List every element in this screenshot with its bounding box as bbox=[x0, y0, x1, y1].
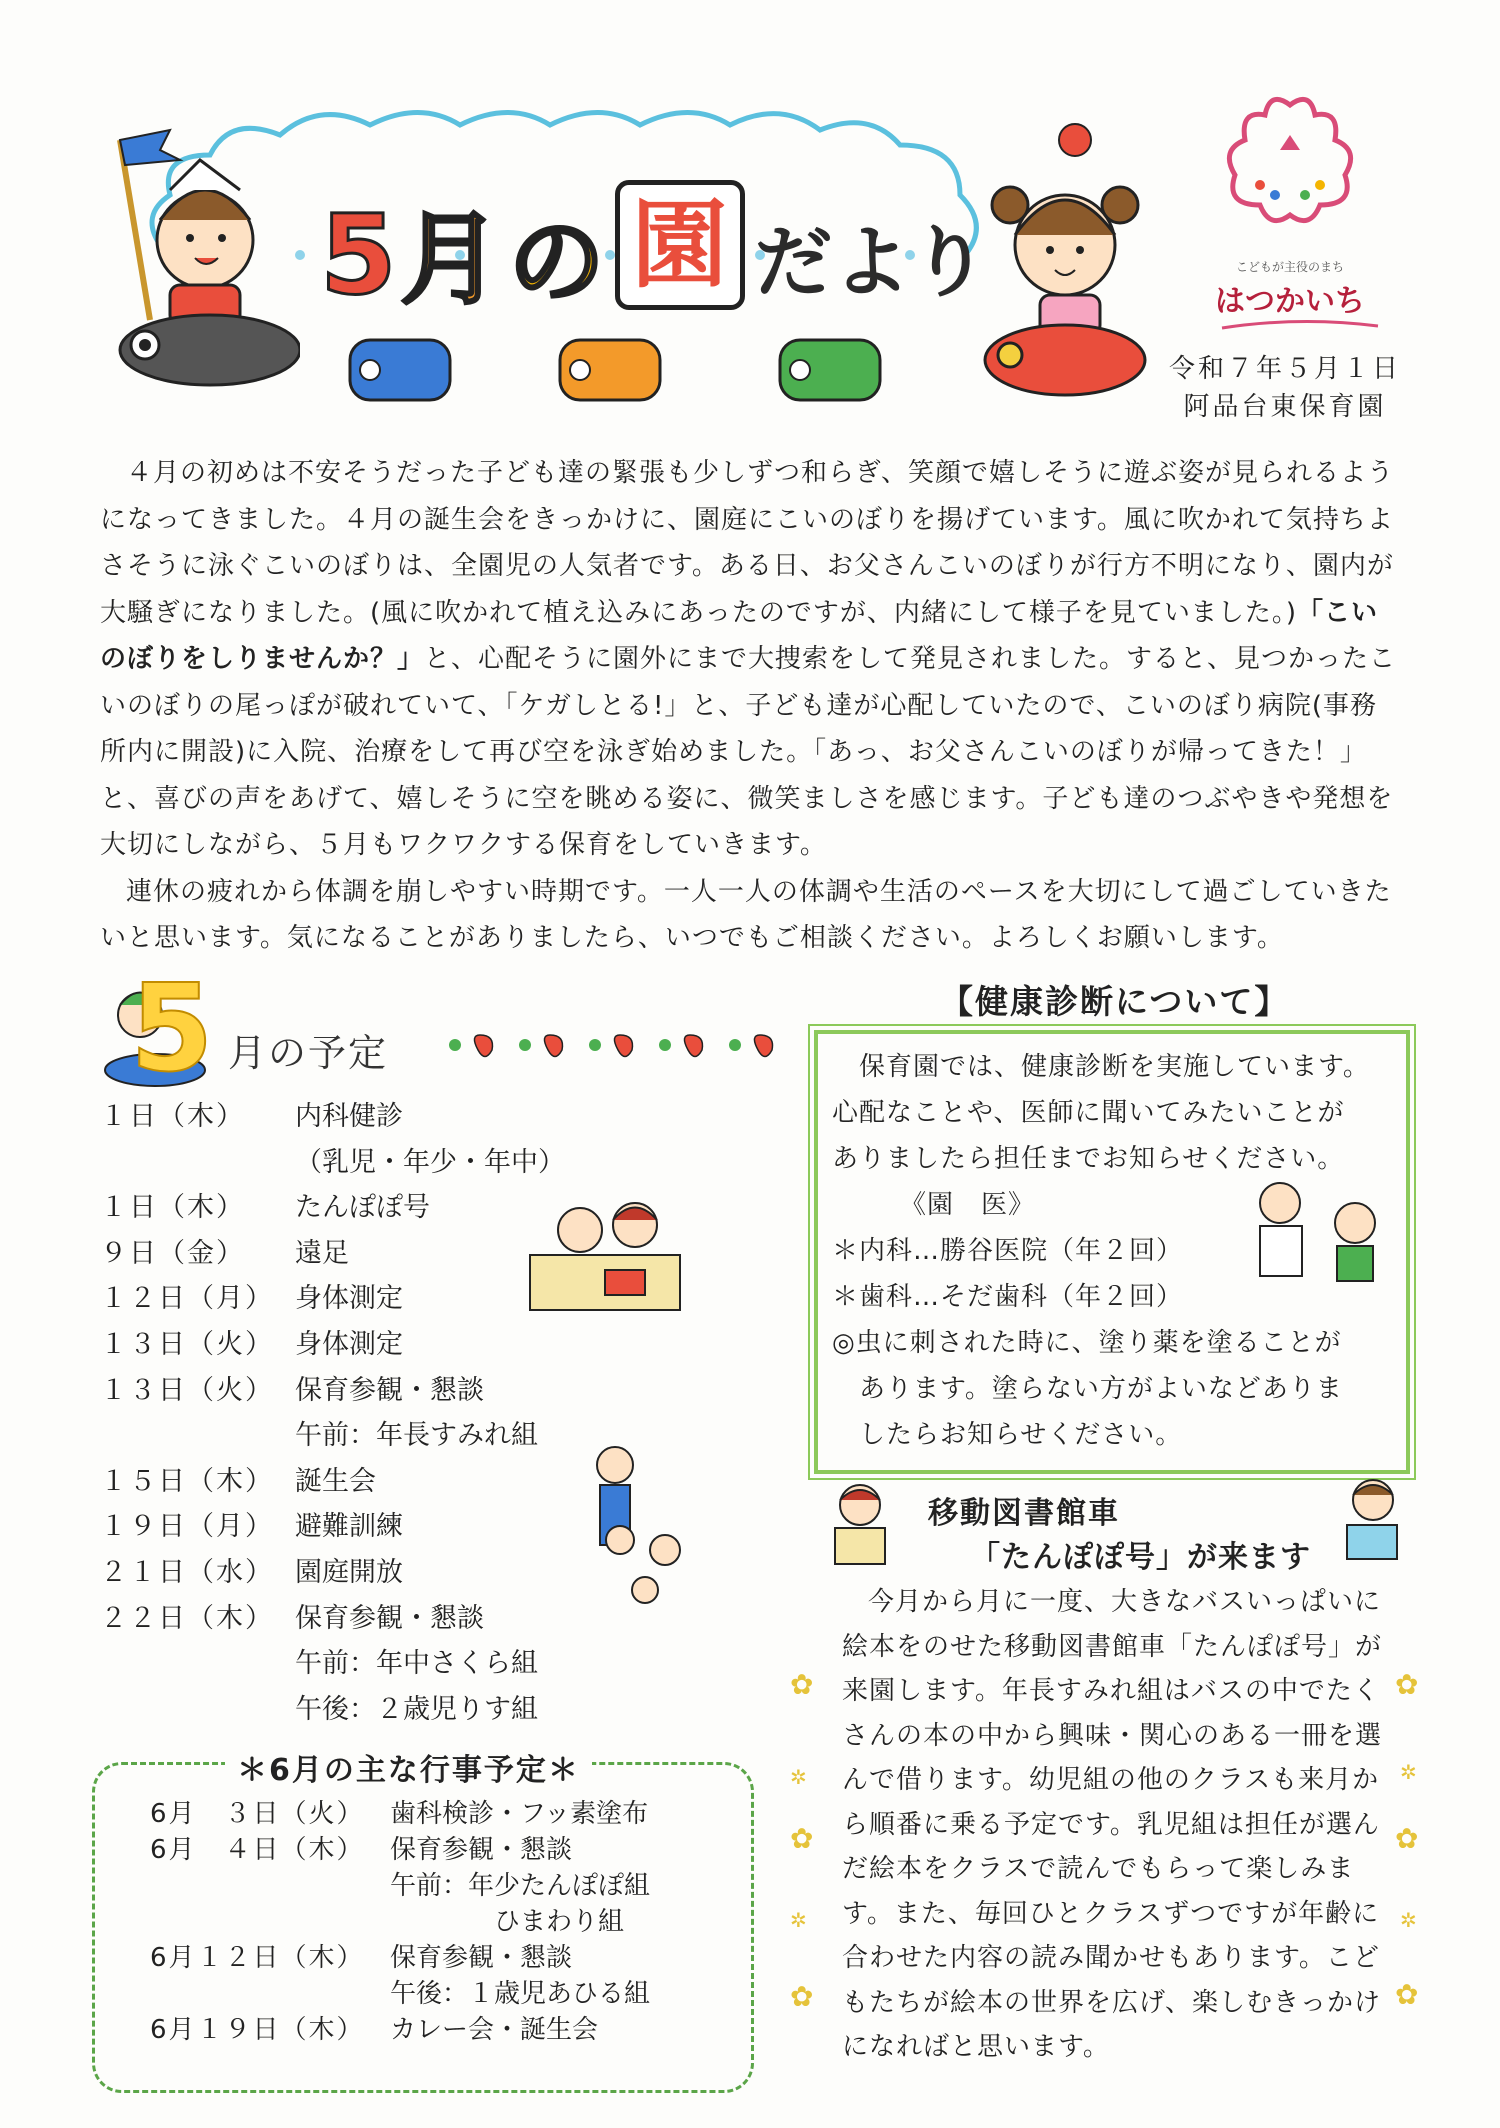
schedule-event: 午後：２歳児りす組 bbox=[295, 1693, 538, 1725]
june-date bbox=[150, 1868, 390, 1904]
schedule-event: たんぽぽ号 bbox=[295, 1192, 430, 1224]
health-line: ＊内科…勝谷医院（年２回） bbox=[832, 1236, 1184, 1266]
issue-date-block bbox=[1160, 350, 1410, 426]
health-line: ＊歯科…そだ歯科（年２回） bbox=[832, 1282, 1184, 1312]
title-no: の bbox=[508, 206, 605, 318]
schedule-big-number: 5 bbox=[130, 960, 214, 1099]
library-text bbox=[842, 1580, 1382, 2070]
logo-tagline: こどもが主役のまち bbox=[1235, 260, 1344, 274]
title-number: 5 bbox=[320, 191, 397, 319]
schedule-event: 午前：年中さくら組 bbox=[295, 1648, 538, 1680]
intro-paragraph-1 bbox=[100, 450, 1400, 869]
doctor-checkup-illustration bbox=[1245, 1178, 1390, 1288]
health-line: 心配なことや、医師に聞いてみたいことが bbox=[832, 1098, 1345, 1128]
logo-underline bbox=[1220, 318, 1380, 332]
june-row bbox=[150, 1976, 710, 2012]
flower-icon: ✿ bbox=[1395, 1668, 1419, 1701]
girl-reading-illustration bbox=[820, 1480, 900, 1585]
strawberry-border bbox=[440, 1025, 790, 1065]
schedule-date: ２２日（木） bbox=[100, 1602, 274, 1634]
schedule-row bbox=[100, 1550, 620, 1596]
schedule-row bbox=[100, 1368, 620, 1414]
sparkle-icon: ✲ bbox=[790, 1908, 807, 1932]
june-date bbox=[150, 1976, 390, 2012]
flower-icon: ✿ bbox=[790, 1822, 814, 1855]
june-event: カレー会・誕生会 bbox=[390, 2015, 599, 2045]
schedule-row bbox=[100, 1140, 620, 1186]
health-line: したらお知らせください。 bbox=[832, 1420, 1183, 1450]
schedule-date: １日（木） bbox=[100, 1101, 245, 1132]
health-line: ありましたら担任までお知らせください。 bbox=[832, 1144, 1345, 1174]
girl-koinobori-illustration bbox=[980, 115, 1150, 405]
june-event: 歯科検診・フッ素塗布 bbox=[390, 1799, 649, 1829]
health-line: ◎虫に刺された時に、塗り薬を塗ることが bbox=[832, 1328, 1342, 1358]
schedule-date: １２日（月） bbox=[100, 1283, 274, 1315]
schedule-date: １３日（火） bbox=[100, 1328, 274, 1360]
schedule-row bbox=[100, 1687, 620, 1733]
title-month: 月 bbox=[400, 201, 501, 318]
health-line: あります。塗らない方がよいなどありま bbox=[832, 1374, 1343, 1404]
picnic-illustration bbox=[525, 1185, 685, 1315]
schedule-row bbox=[100, 1596, 620, 1642]
schedule-row bbox=[100, 1459, 620, 1505]
boy-reading-illustration bbox=[1335, 1475, 1410, 1580]
june-row bbox=[150, 1832, 710, 1868]
schedule-row bbox=[100, 1413, 620, 1459]
june-event: 午前：年少たんぽぽ組 bbox=[390, 1871, 651, 1901]
intro-text bbox=[100, 450, 1400, 962]
june-event: 午後：１歳児あひる組 bbox=[390, 1979, 651, 2009]
schedule-date: １日（木） bbox=[100, 1192, 245, 1224]
boy-koinobori-illustration bbox=[100, 120, 300, 400]
june-events-title: ＊6月の主な行事予定＊ bbox=[225, 1745, 592, 1789]
schedule-row bbox=[100, 1322, 620, 1368]
june-row bbox=[150, 2012, 710, 2048]
schedule-date bbox=[100, 1641, 295, 1687]
intro-paragraph-2: 連休の疲れから体調を崩しやすい時期です。一人一人の体調や生活のペースを大切にして過ごしていきたいと思います。気になることがありましたら、いつでもご相談ください。よろしくお願いします。 bbox=[100, 876, 1392, 953]
schedule-event: 遠足 bbox=[295, 1237, 349, 1269]
schedule-event: 保育参観・懇談 bbox=[295, 1602, 484, 1634]
schedule-event: 午前：年長すみれ組 bbox=[295, 1420, 538, 1452]
publisher-name: 阿品台東保育園 bbox=[1183, 392, 1387, 422]
schedule-date bbox=[100, 1413, 295, 1459]
schedule-date: ９日（金） bbox=[100, 1237, 245, 1269]
newsletter-title bbox=[320, 180, 989, 319]
flower-icon: ✿ bbox=[790, 1668, 814, 1701]
schedule-row bbox=[100, 1504, 620, 1550]
june-event: 保育参観・懇談 bbox=[390, 1943, 573, 1973]
june-date: 6月 ４日（木） bbox=[150, 1835, 365, 1865]
library-paragraph: 今月から月に一度、大きなバスいっぱいに絵本をのせた移動図書館車「たんぽぽ号」が来園します。年長すみれ組はバスの中でたくさんの本の中から興味・関心のある一冊を選んで借ります。幼児組の他のクラスも来月から順番に乗る予定です。乳児組は担任が選んだ絵本をクラスで読んでもらって楽しみます。また、毎回ひとクラスずつですが年齢に合わせた内容の読み聞かせもあります。こどもたちが絵本の世界を広げ、楽しむきっかけになればと思います。 bbox=[842, 1587, 1383, 2062]
logo-name: はつかいち bbox=[1215, 284, 1365, 319]
issue-date: 令和７年５月１日 bbox=[1168, 354, 1401, 384]
june-date bbox=[150, 1904, 390, 1940]
health-line: 《園 医》 bbox=[832, 1190, 1036, 1220]
hatsukaichi-logo-icon bbox=[1200, 90, 1380, 240]
sparkle-icon: ✲ bbox=[1400, 1908, 1417, 1932]
schedule-title: 月の予定 bbox=[228, 1031, 389, 1075]
intro-p1-a: ４月の初めは不安そうだった子ども達の緊張も少しずつ和らぎ、笑顔で嬉しそうに遊ぶ姿が見られるようになってきました。４月の誕生会をきっかけに、園庭にこいのぼりを揚げています。風に吹かれて気持ちよさそうに泳ぐこいのぼりは、全園児の人気者です。ある日、お父さんこいのぼりが行方不明になり、園内が大騒ぎになりました。(風に吹かれて植え込みにあったのですが、内緒にして様子を見ていました。) bbox=[100, 458, 1394, 628]
schedule-date bbox=[100, 1687, 295, 1733]
june-event: 保育参観・懇談 bbox=[390, 1835, 573, 1865]
schedule-date: １９日（月） bbox=[100, 1511, 274, 1543]
flower-icon: ✿ bbox=[1395, 1822, 1419, 1855]
june-row bbox=[150, 1796, 710, 1832]
june-event: ひまわり組 bbox=[390, 1907, 625, 1937]
health-title: 【健康診断について】 bbox=[940, 982, 1290, 1021]
schedule-event: 身体測定 bbox=[295, 1328, 403, 1360]
intro-p1-b: と、心配そうに園外にまで大捜索をして発見されました。すると、見つかったこいのぼりの尾っぽが破れていて、「ケガしとる!」と、子ども達が心配していたので、こいのぼり病院(事務所内に開設)に入院、治療をして再び空を泳ぎ始めました。「あっ、お父さんこいのぼりが帰ってきた！」と、喜びの声をあげて、嬉しそうに空を眺める姿に、微笑ましさを感じます。子ども達のつぶやきや発想を大切にしながら、５月もワクワクする保育をしていきます。 bbox=[100, 644, 1397, 860]
koinobori-row bbox=[340, 330, 900, 410]
family-illustration bbox=[585, 1440, 695, 1620]
june-events-list bbox=[150, 1796, 710, 2048]
title-en-box: 園 bbox=[615, 180, 745, 310]
schedule-event: 保育参観・懇談 bbox=[295, 1374, 484, 1406]
intro-p1-bold: 「こいのぼりをしりませんか？」 bbox=[100, 597, 1379, 674]
june-row bbox=[150, 1868, 710, 1904]
june-date: 6月１２日（木） bbox=[150, 1943, 365, 1973]
schedule-event: 身体測定 bbox=[295, 1283, 403, 1315]
schedule-event: 園庭開放 bbox=[295, 1556, 403, 1588]
schedule-date: ２１日（水） bbox=[100, 1556, 274, 1588]
flower-icon: ✿ bbox=[1395, 1978, 1419, 2011]
schedule-event: 内科健診 bbox=[295, 1101, 403, 1132]
june-date: 6月 ３日（火） bbox=[150, 1799, 365, 1829]
schedule-event: 避難訓練 bbox=[295, 1511, 403, 1543]
schedule-date: １５日（木） bbox=[100, 1465, 274, 1497]
sparkle-icon: ✲ bbox=[790, 1765, 807, 1789]
schedule-event: 誕生会 bbox=[295, 1465, 376, 1497]
june-date: 6月１９日（木） bbox=[150, 2015, 365, 2045]
title-dayori: だより bbox=[754, 218, 989, 308]
schedule-event: （乳児・年少・年中） bbox=[295, 1146, 565, 1178]
sparkle-icon: ✲ bbox=[1400, 1760, 1417, 1784]
june-row bbox=[150, 1940, 710, 1976]
schedule-date: １３日（火） bbox=[100, 1374, 274, 1406]
library-subtitle: 「たんぽぽ号」が来ます bbox=[970, 1540, 1311, 1575]
health-line: 保育園では、健康診断を実施しています。 bbox=[832, 1052, 1370, 1082]
schedule-row bbox=[100, 1641, 620, 1687]
flower-icon: ✿ bbox=[790, 1980, 814, 2013]
schedule-date bbox=[100, 1140, 295, 1186]
library-title: 移動図書館車 bbox=[928, 1496, 1120, 1531]
june-row bbox=[150, 1904, 710, 1940]
schedule-row bbox=[100, 1094, 620, 1140]
